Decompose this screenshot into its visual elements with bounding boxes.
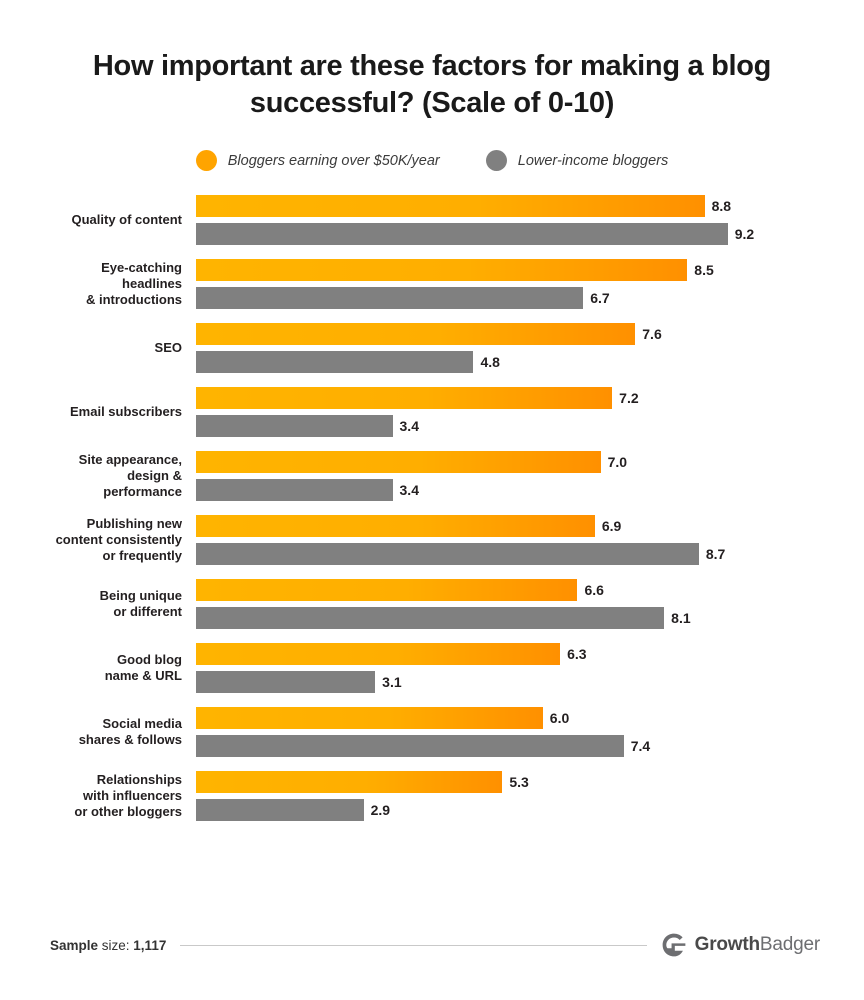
bar-value-label: 4.8 — [480, 354, 500, 371]
chart-row — [0, 451, 864, 501]
bar-value-label: 7.4 — [630, 738, 651, 755]
category-label-line: & introductions — [85, 292, 182, 308]
chart-row — [0, 195, 864, 245]
category-label-line: Site appearance, — [78, 451, 182, 467]
bar-lower-income — [196, 287, 583, 309]
category-label-line: Being unique — [99, 587, 182, 603]
bar-high-earners — [196, 451, 601, 473]
row-bars — [196, 579, 864, 629]
row-bars — [196, 771, 864, 821]
bar-value-label: 8.1 — [671, 610, 691, 627]
bar-high-earners — [196, 323, 635, 345]
category-label-line: Good blog — [117, 651, 182, 667]
category-label-line: or different — [113, 604, 182, 620]
bar-group-lower-income — [196, 223, 864, 245]
category-label — [0, 516, 196, 565]
category-label — [0, 404, 196, 420]
row-bars — [196, 515, 864, 565]
category-label-line: design & — [127, 468, 182, 484]
bar-group-high-earners — [196, 515, 864, 537]
category-label-line: performance — [103, 484, 182, 500]
bar-value-label: 7.0 — [607, 454, 628, 471]
bar-high-earners — [196, 387, 612, 409]
bar-group-lower-income — [196, 351, 864, 373]
bar-value-label: 2.9 — [370, 802, 391, 819]
chart-row — [0, 771, 864, 821]
bar-value-label: 8.7 — [705, 546, 726, 563]
category-label — [0, 212, 196, 228]
legend-color-dot-gray — [486, 150, 507, 171]
sample-size-prefix: Sample — [50, 937, 99, 953]
bar-value-label: 3.1 — [382, 674, 402, 691]
badger-logo-icon — [661, 932, 687, 958]
brand-text — [695, 934, 820, 956]
chart-row — [0, 323, 864, 373]
bar-value-label: 5.3 — [509, 774, 529, 791]
chart-footer — [50, 932, 820, 958]
category-label-line: or other bloggers — [74, 804, 182, 820]
brand-logo — [661, 932, 820, 958]
chart-row — [0, 643, 864, 693]
category-label-line: SEO — [154, 340, 182, 356]
legend-color-dot-orange — [196, 150, 217, 171]
bar-high-earners — [196, 515, 595, 537]
bar-group-lower-income — [196, 415, 864, 437]
bar-group-high-earners — [196, 195, 864, 217]
bar-high-earners — [196, 579, 577, 601]
legend-label-lower-income: Lower-income bloggers — [517, 152, 669, 169]
bar-group-high-earners — [196, 643, 864, 665]
bar-high-earners — [196, 707, 543, 729]
category-label-line: Email subscribers — [70, 404, 182, 420]
category-label-line: Relationships — [96, 771, 182, 787]
bar-group-high-earners — [196, 387, 864, 409]
bar-lower-income — [196, 607, 664, 629]
category-label-line: Social media — [102, 715, 182, 731]
footer-divider — [180, 945, 646, 946]
brand-text-growth: Growth — [694, 934, 760, 955]
bar-high-earners — [196, 643, 560, 665]
bar-lower-income — [196, 223, 728, 245]
bar-lower-income — [196, 351, 473, 373]
bar-chart — [0, 195, 864, 821]
bar-lower-income — [196, 479, 393, 501]
bar-group-high-earners — [196, 579, 864, 601]
chart-row — [0, 579, 864, 629]
bar-value-label: 7.2 — [619, 390, 639, 407]
row-bars — [196, 259, 864, 309]
category-label-line: Publishing new — [86, 515, 182, 531]
bar-lower-income — [196, 415, 393, 437]
category-label-line: name & URL — [104, 668, 182, 684]
bar-group-lower-income — [196, 799, 864, 821]
chart-row — [0, 259, 864, 309]
category-label — [0, 588, 196, 621]
bar-group-high-earners — [196, 451, 864, 473]
category-label — [0, 716, 196, 749]
row-bars — [196, 195, 864, 245]
category-label-line: with influencers — [83, 788, 182, 804]
legend-label-high-earners: Bloggers earning over $50K/year — [227, 152, 440, 169]
bar-high-earners — [196, 771, 502, 793]
bar-group-lower-income — [196, 287, 864, 309]
category-label-line: content consistently — [55, 532, 182, 548]
bar-value-label: 8.8 — [711, 198, 732, 215]
bar-lower-income — [196, 735, 624, 757]
category-label-line: headlines — [122, 276, 182, 292]
row-bars — [196, 323, 864, 373]
legend-item-high-earners — [196, 150, 440, 171]
bar-group-lower-income — [196, 607, 864, 629]
bar-value-label: 6.6 — [584, 582, 604, 599]
category-label — [0, 772, 196, 821]
category-label — [0, 340, 196, 356]
bar-high-earners — [196, 195, 705, 217]
bar-value-label: 3.4 — [399, 482, 419, 499]
sample-size-value: 1,117 — [133, 937, 167, 953]
bar-lower-income — [196, 799, 364, 821]
brand-text-badger: Badger — [759, 934, 820, 955]
bar-group-high-earners — [196, 771, 864, 793]
bar-value-label: 3.4 — [399, 418, 419, 435]
chart-legend — [0, 150, 864, 171]
bar-value-label: 6.3 — [567, 646, 587, 663]
bar-group-lower-income — [196, 671, 864, 693]
chart-row — [0, 707, 864, 757]
chart-row — [0, 515, 864, 565]
bar-value-label: 6.0 — [549, 710, 570, 727]
bar-group-lower-income — [196, 543, 864, 565]
row-bars — [196, 643, 864, 693]
sample-size-text — [50, 938, 166, 953]
bar-group-lower-income — [196, 479, 864, 501]
legend-item-lower-income — [486, 150, 668, 171]
bar-value-label: 6.7 — [590, 290, 610, 307]
row-bars — [196, 707, 864, 757]
sample-size-middle: size: — [98, 937, 134, 953]
bar-value-label: 8.5 — [694, 262, 714, 279]
row-bars — [196, 451, 864, 501]
bar-group-high-earners — [196, 259, 864, 281]
bar-lower-income — [196, 543, 699, 565]
bar-value-label: 6.9 — [601, 518, 622, 535]
category-label-line: Quality of content — [71, 212, 182, 228]
bar-value-label: 7.6 — [642, 326, 662, 343]
chart-row — [0, 387, 864, 437]
category-label — [0, 260, 196, 309]
bar-group-high-earners — [196, 707, 864, 729]
category-label-line: shares & follows — [78, 732, 182, 748]
bar-lower-income — [196, 671, 375, 693]
bar-group-lower-income — [196, 735, 864, 757]
bar-high-earners — [196, 259, 687, 281]
category-label-line: or frequently — [102, 548, 182, 564]
row-bars — [196, 387, 864, 437]
page-title: How important are these factors for making a blog successful? (Scale of 0-10) — [92, 50, 772, 120]
bar-value-label: 9.2 — [734, 226, 755, 243]
category-label-line: Eye-catching — [101, 259, 182, 275]
category-label — [0, 652, 196, 685]
bar-group-high-earners — [196, 323, 864, 345]
category-label — [0, 452, 196, 501]
